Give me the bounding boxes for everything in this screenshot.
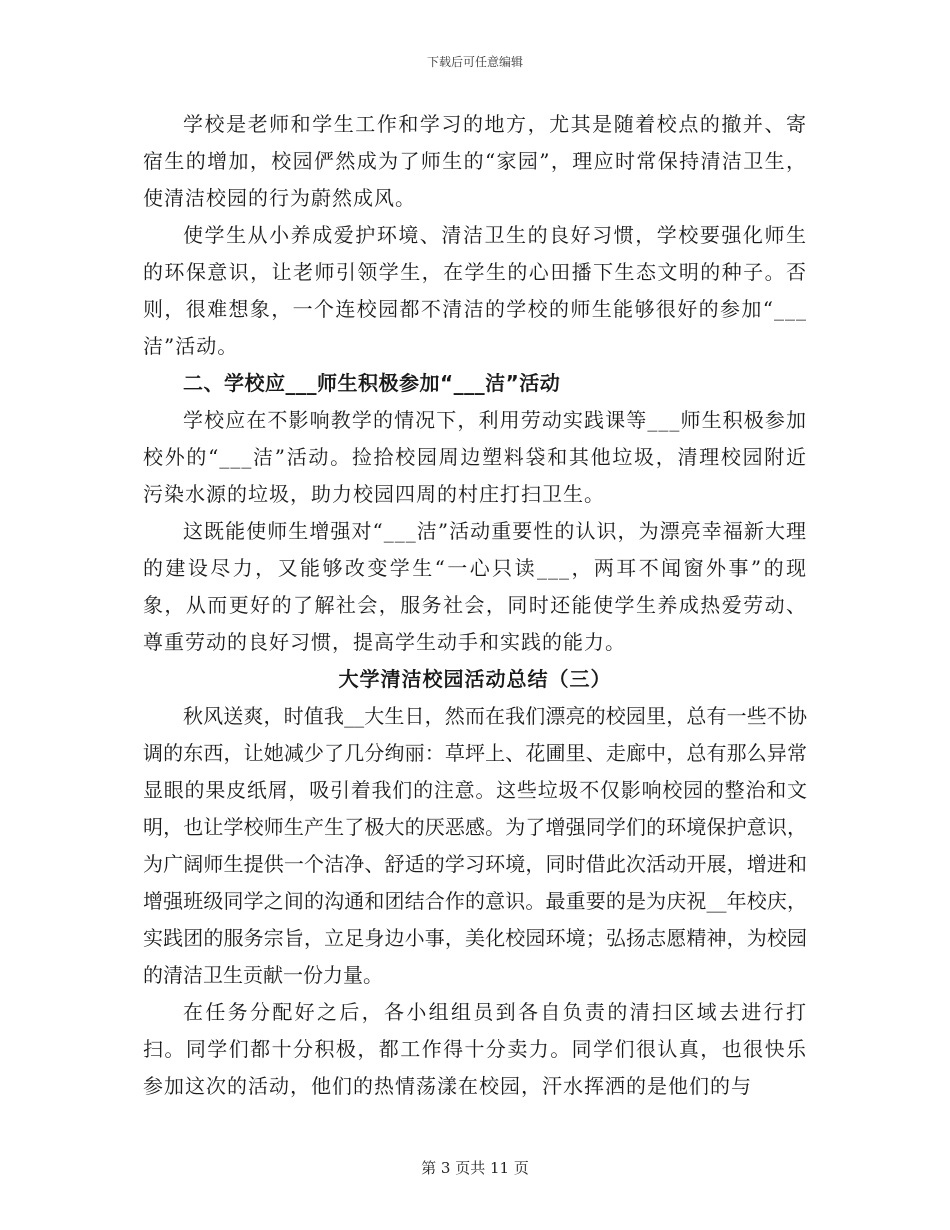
paragraph: 这既能使师生增强对“___洁”活动重要性的认识，为漂亮幸福新大理的建设尽力，又能够改变学生“一心只读___，两耳不闻窗外事”的现象，从而更好的了解社会，服务社会，同时还能使学生养成热爱劳动、尊重劳动的良好习惯，提高学生动手和实践的能力。 bbox=[143, 519, 807, 654]
paragraph: 在任务分配好之后，各小组组员到各自负责的清扫区域去进行打扫。同学们都十分积极，都工作得十分卖力。同学们很认真，也很快乐参加这次的活动，他们的热情荡漾在校园，汗水挥洒的是他们的与 bbox=[143, 1000, 807, 1098]
document-title: 大学清洁校园活动总结（三） bbox=[338, 667, 612, 691]
section-heading: 二、学校应___师生积极参加“___洁”活动 bbox=[183, 371, 561, 395]
paragraph: 学校是老师和学生工作和学习的地方，尤其是随着校点的撤并、寄宿生的增加，校园俨然成为了师生的“家园”，理应时常保持清洁卫生，使清洁校园的行为蔚然成风。 bbox=[143, 112, 807, 210]
paragraph: 学校应在不影响教学的情况下，利用劳动实践课等___师生积极参加校外的“___洁”活动。捡拾校园周边塑料袋和其他垃圾，清理校园附近污染水源的垃圾，助力校园四周的村庄打扫卫生。 bbox=[143, 408, 807, 506]
document-body bbox=[143, 106, 807, 1105]
page-footer: 第 3 页共 11 页 bbox=[421, 1159, 529, 1177]
page-header: 下载后可任意编辑 bbox=[426, 55, 523, 69]
paragraph: 使学生从小养成爱护环境、清洁卫生的良好习惯，学校要强化师生的环保意识，让老师引领学生，在学生的心田播下生态文明的种子。否则，很难想象，一个连校园都不清洁的学校的师生能够很好的参加“___洁”活动。 bbox=[143, 223, 807, 358]
paragraph: 秋风送爽，时值我__大生日，然而在我们漂亮的校园里，总有一些不协调的东西，让她减少了几分绚丽：草坪上、花圃里、走廊中，总有那么异常显眼的果皮纸屑，吸引着我们的注意。这些垃圾不仅影响校园的整治和文明，也让学校师生产生了极大的厌恶感。为了增强同学们的环境保护意识，为广阔师生提供一个洁净、舒适的学习环境，同时借此次活动开展，增进和增强班级同学之间的沟通和团结合作的意识。最重要的是为庆祝__年校庆，实践团的服务宗旨，立足身边小事，美化校园环境；弘扬志愿精神，为校园的清洁卫生贡献一份力量。 bbox=[143, 704, 807, 987]
